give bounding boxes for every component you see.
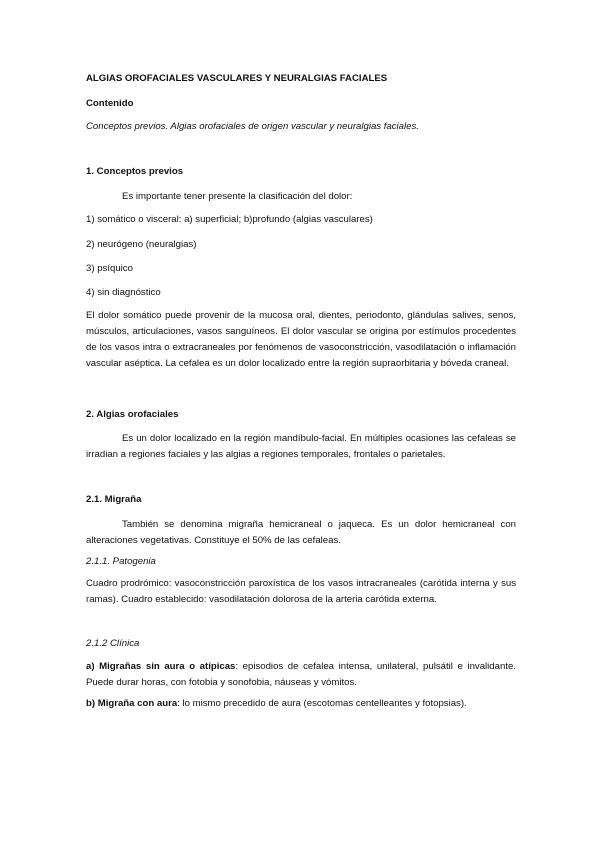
section-2-1-2-heading: 2.1.2 Clínica [86, 638, 140, 649]
clinica-item-b-label: b) Migraña con aura [86, 698, 178, 709]
classification-item-1: 1) somático o visceral: a) superficial; b)profundo (algias vasculares) [86, 214, 373, 225]
clinica-item-a [86, 659, 516, 691]
classification-item-2: 2) neurógeno (neuralgias) [86, 239, 197, 250]
document-title: ALGIAS OROFACIALES VASCULARES Y NEURALGIAS FACIALES [86, 73, 388, 84]
contents-heading: Contenido [86, 98, 134, 109]
section-2-1-1-heading: 2.1.1. Patogenia [86, 556, 156, 567]
clinica-item-a-label: a) Migrañas sin aura o atípicas [86, 661, 236, 672]
section-2-1-heading: 2.1. Migraña [86, 494, 142, 505]
contents-text: Conceptos previos. Algias orofaciales de origen vascular y neuralgias faciales. [86, 121, 419, 132]
section-2-1-paragraph: También se denomina migraña hemicraneal o jaqueca. Es un dolor hemicraneal con alteraciones vegetativas. Constituye el 50% de las cefaleas. [86, 519, 516, 546]
section-1-paragraph: El dolor somático puede provenir de la mucosa oral, dientes, periodonto, glándulas salives, senos, músculos, articulaciones, vasos sanguíneos. El dolor vascular se origina por estímulos procedentes de los vasos intra o extracraneales por fenómenos de vasoconstricción, vasodilatación o inflamación vascular aséptica. La cefalea es un dolor localizado entre la región supraorbitaria y bóveda craneal. [86, 310, 516, 369]
section-2-heading: 2. Algias orofaciales [86, 409, 179, 420]
clinica-item-b-text: : lo mismo precedido de aura (escotomas centelleantes y fotopsias). [177, 698, 467, 709]
section-1-heading: 1. Conceptos previos [86, 166, 184, 177]
clinica-item-a-text: : episodios de cefalea intensa, unilateral, pulsátil e invalidante. Puede durar horas, con fotobia y sonofobia, náuseas y vómitos. [86, 661, 516, 688]
section-1-intro: Es importante tener presente la clasificación del dolor: [122, 191, 353, 202]
classification-item-3: 3) psíquico [86, 263, 133, 274]
clinica-item-b [86, 696, 516, 712]
classification-item-4: 4) sin diagnóstico [86, 287, 161, 298]
section-2-1-1-text: Cuadro prodrómico: vasoconstricción paroxística de los vasos intracraneales (carótida interna y sus ramas). Cuadro establecido: vasodilatación dolorosa de la arteria carótida externa. [86, 578, 516, 605]
section-2-paragraph: Es un dolor localizado en la región mandíbulo-facial. En múltiples ocasiones las cefaleas se irradian a regiones faciales y las algias a regiones temporales, frontales o parietales. [86, 433, 516, 460]
